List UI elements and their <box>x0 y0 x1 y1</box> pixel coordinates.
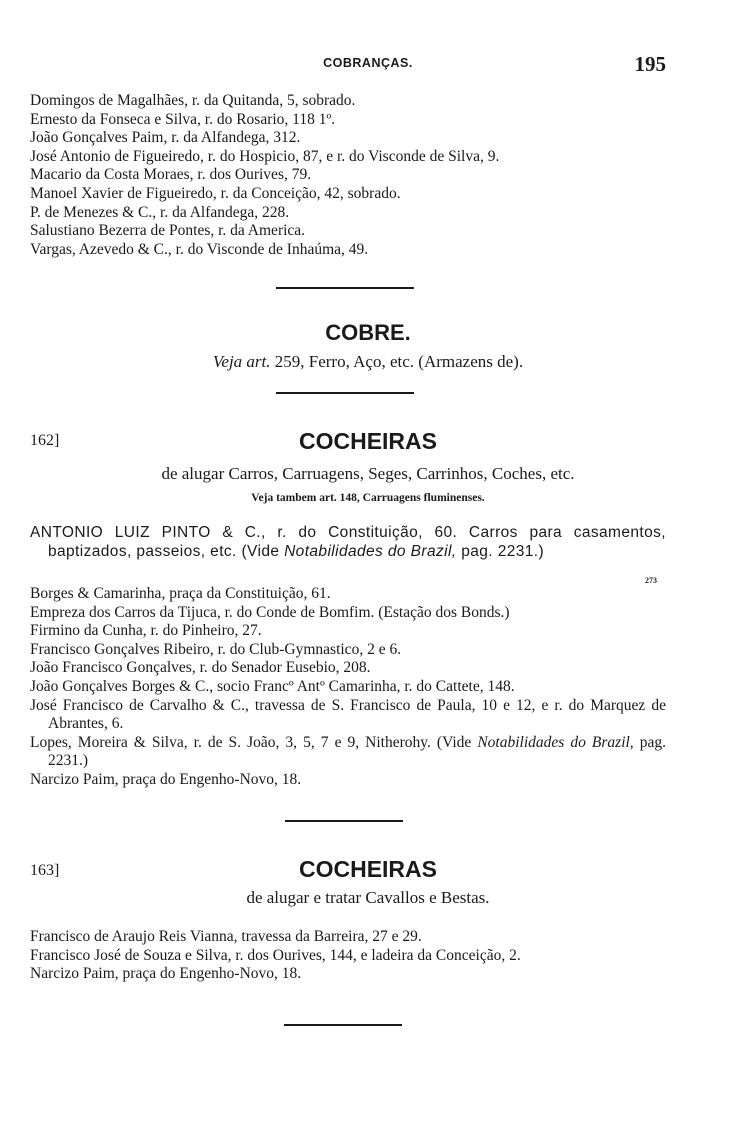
cobrancas-list <box>30 92 666 259</box>
cobre-reference <box>0 352 736 372</box>
section-162-subtitle: de alugar Carros, Carruagens, Seges, Carrinhos, Coches, etc. <box>161 464 575 483</box>
section-163-subtitle: de alugar e tratar Cavallos e Bestas. <box>246 888 490 907</box>
list-item: Francisco de Araujo Reis Vianna, travessa da Barreira, 27 e 29. <box>30 928 422 945</box>
list-item: José Antonio de Figueiredo, r. do Hospicio, 87, e r. do Visconde de Silva, 9. <box>30 147 500 165</box>
running-head-title: COBRANÇAS. <box>323 56 413 70</box>
list-item: Francisco Gonçalves Ribeiro, r. do Club-Gymnastico, 2 e 6. <box>30 640 402 658</box>
margin-number: 273 <box>645 576 657 585</box>
cobre-ref-rest: 259, Ferro, Aço, etc. (Armazens de). <box>274 352 524 371</box>
cobre-heading: COBRE. <box>325 320 411 345</box>
list-item: Ernesto da Fonseca e Silva, r. do Rosario, 118 1º. <box>30 110 336 128</box>
section-divider <box>284 1024 402 1026</box>
list-item: João Gonçalves Borges & C., socio Francº Antº Camarinha, r. do Cattete, 148. <box>30 677 515 695</box>
list-item: Borges & Camarinha, praça da Constituição, 61. <box>30 585 331 602</box>
section-divider <box>285 820 403 822</box>
section-162-note: Veja tambem art. 148, Carruagens fluminenses. <box>251 492 485 504</box>
section-number-163: 163] <box>30 862 60 879</box>
list-item: Firmino da Cunha, r. do Pinheiro, 27. <box>30 622 262 640</box>
section-163-list <box>30 928 666 984</box>
section-number-162: 162] <box>30 432 60 449</box>
list-item: João Gonçalves Paim, r. da Alfandega, 312. <box>30 129 301 147</box>
list-item: Manoel Xavier de Figueiredo, r. da Conceição, 42, sobrado. <box>30 184 401 202</box>
list-item: Lopes, Moreira & Silva, r. de S. João, 3, 5, 7 e 9, Nitherohy. (Vide Notabilidades do Brazil, pag. 2231.) <box>30 733 666 770</box>
list-item: José Francisco de Carvalho & C., travessa de S. Francisco de Paula, 10 e 12, e r. do Marquez de Abrantes, 6. <box>30 696 666 733</box>
list-item: João Francisco Gonçalves, r. do Senador Eusebio, 208. <box>30 659 371 677</box>
list-item: Vargas, Azevedo & C., r. do Visconde de Inhaúma, 49. <box>30 240 369 258</box>
section-162-list <box>30 585 666 790</box>
section-162-title: COCHEIRAS <box>298 428 437 454</box>
cobre-ref-italic: Veja art. <box>212 352 271 371</box>
list-item: Domingos de Magalhães, r. da Quitanda, 5, sobrado. <box>30 92 356 109</box>
list-item: Empreza dos Carros da Tijuca, r. do Conde de Bomfim. (Estação dos Bonds.) <box>30 603 510 621</box>
featured-entry <box>30 524 666 561</box>
list-item: Macario da Costa Moraes, r. dos Ourives, 79. <box>30 166 312 184</box>
page-number: 195 <box>634 52 666 76</box>
list-item: P. de Menezes & C., r. da Alfandega, 228. <box>30 203 290 221</box>
list-item: Francisco José de Souza e Silva, r. dos Ourives, 144, e ladeira da Conceição, 2. <box>30 946 521 964</box>
list-item: Narcizo Paim, praça do Engenho-Novo, 18. <box>30 965 302 983</box>
section-163-title: COCHEIRAS <box>298 856 437 882</box>
featured-entry-text: ANTONIO LUIZ PINTO & C., r. do Constituição, 60. Carros para casamentos, baptizados, passeios, etc. (Vide Notabilidades do Brazil, pag. 2231.) <box>30 524 666 560</box>
running-head <box>0 52 736 78</box>
section-divider <box>276 392 414 394</box>
list-item: Narcizo Paim, praça do Engenho-Novo, 18. <box>30 770 302 788</box>
list-item: Salustiano Bezerra de Pontes, r. da America. <box>30 222 306 240</box>
section-divider <box>276 287 414 289</box>
